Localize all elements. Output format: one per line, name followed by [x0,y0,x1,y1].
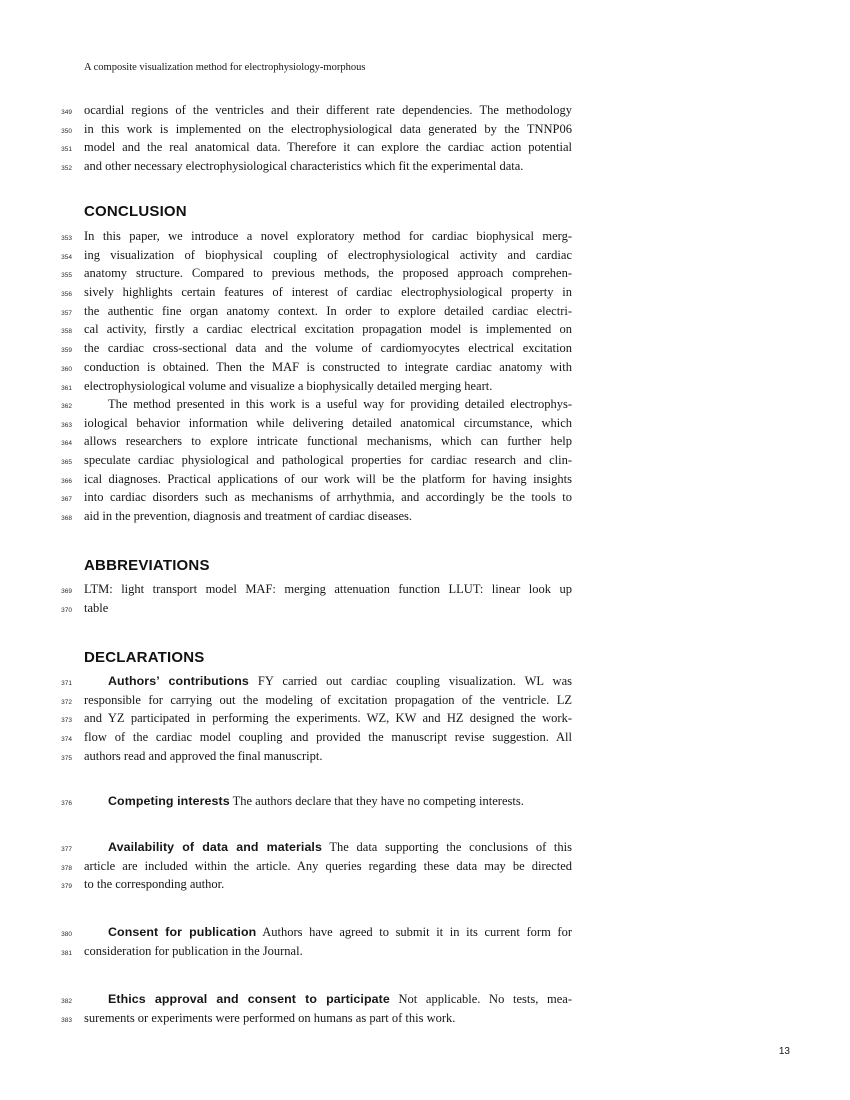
line-number: 360 [61,365,72,373]
line-number: 383 [61,1016,72,1024]
line-text: model and the real anatomical data. Therefore it can explore the cardiac action potential [84,140,572,155]
line-number: 353 [61,235,72,242]
line-text: ical diagnoses. Practical applications of our work will be the platform for having insights [84,471,572,486]
line-text: Ethics approval and consent to participate Not applicable. No tests, mea- [108,992,572,1006]
line-text: the cardiac cross-sectional data and the volume of cardiomyocytes electrical excitation [84,341,572,356]
line-text: electrophysiological volume and visualize a biophysically detailed merging heart. [84,378,493,393]
line-number: 355 [61,272,72,280]
line-text: table [84,600,109,615]
line-number: 372 [61,698,72,706]
line-number: 349 [61,109,72,116]
line-text: surements or experiments were performed on humans as part of this work. [84,1010,456,1025]
line-number: 354 [61,253,72,261]
line-number: 369 [61,588,72,595]
text-line [58,672,572,691]
page-number: 13 [778,1046,790,1057]
text-line [58,1009,572,1028]
line-text: Consent for publication Authors have agreed to submit it in its current form for [108,925,572,939]
line-number: 377 [61,846,72,853]
text-line [58,283,572,302]
line-number: 352 [61,165,72,173]
text-line [58,747,572,766]
line-number: 375 [61,754,72,762]
line-text: speculate cardiac physiological and pathological properties for cardiac research and clin- [84,453,572,468]
line-text: Competing interests The authors declare that they have no competing interests. [108,794,524,808]
text-line [58,264,572,283]
text-line [58,691,572,710]
text-line [58,580,572,599]
line-text: to the corresponding author. [84,877,225,892]
line-number: 373 [61,717,72,725]
text-line [58,942,572,961]
line-number: 378 [61,864,72,872]
paragraph-competing-interests [58,792,572,811]
line-number: 368 [61,515,72,523]
paragraph-conclusion-2 [58,395,572,526]
line-number: 356 [61,291,72,299]
runin-heading: Authors’ contributions [108,674,249,688]
line-text: sively highlights certain features of interest of cardiac electrophysiological property in [84,285,572,300]
text-line [58,857,572,876]
line-text: Availability of data and materials The data supporting the conclusions of this [108,840,572,854]
line-text: conduction is obtained. Then the MAF is constructed to integrate cardiac anatomy with [84,359,572,374]
text-line [58,470,572,489]
text-line [58,302,572,321]
text-line [58,101,572,120]
line-number: 381 [61,949,72,957]
paragraph-conclusion-1 [58,227,572,395]
runin-heading: Availability of data and materials [108,840,322,854]
text-line [58,358,572,377]
line-text: In this paper, we introduce a novel exploratory method for cardiac biophysical merg- [84,229,572,243]
line-text: and YZ participated in performing the experiments. WZ, KW and HZ designed the work- [84,711,572,726]
line-number: 357 [61,309,72,317]
text-line [58,451,572,470]
line-text: aid in the prevention, diagnosis and treatment of cardiac diseases. [84,509,413,524]
text-line [58,488,572,507]
line-number: 350 [61,127,72,135]
line-number: 370 [61,606,72,614]
text-line [58,395,572,414]
line-text: the authentic fine organ anatomy context. In order to explore detailed cardiac electri- [84,303,572,318]
line-text: authors read and approved the final manuscript. [84,748,323,763]
line-number: 374 [61,736,72,744]
line-text: The method presented in this work is a useful way for providing detailed electrophys- [108,397,572,411]
line-number: 351 [61,146,72,154]
section-heading-declarations: DECLARATIONS [84,649,205,666]
text-line [58,414,572,433]
line-number: 379 [61,883,72,891]
line-number: 361 [61,384,72,392]
line-text: flow of the cardiac model coupling and provided the manuscript revise suggestion. All [84,730,572,745]
line-number: 367 [61,496,72,504]
text-line [58,599,572,618]
line-number: 365 [61,459,72,467]
runin-heading: Ethics approval and consent to participate [108,992,390,1006]
runin-heading: Consent for publication [108,925,257,939]
paragraph-ethics-approval [58,990,572,1027]
line-number: 376 [61,800,72,807]
line-text: LTM: light transport model MAF: merging attenuation function LLUT: linear look up [84,582,572,596]
line-text: consideration for publication in the Journal. [84,943,303,958]
line-number: 362 [61,403,72,410]
line-number: 358 [61,328,72,336]
paragraph-abbreviations [58,580,572,617]
line-number: 380 [61,931,72,938]
line-text: Authors’ contributions FY carried out cardiac coupling visualization. WL was [108,674,572,688]
text-line [58,157,572,176]
text-line [58,923,572,942]
line-text: article are included within the article. Any queries regarding these data may be directed [84,858,572,873]
text-line [58,838,572,857]
line-number: 371 [61,680,72,687]
text-line [58,990,572,1009]
text-line [58,875,572,894]
line-text: into cardiac disorders such as mechanisms of arrhythmia, and accordingly be the tools to [84,490,572,505]
line-number: 359 [61,347,72,355]
line-number: 366 [61,477,72,485]
text-line [58,339,572,358]
running-header: A composite visualization method for electrophysiology-morphous [84,62,366,73]
line-text: responsible for carrying out the modeling of excitation propagation of the ventricle. LZ [84,692,572,707]
runin-heading: Competing interests [108,794,230,808]
text-line [58,507,572,526]
text-line [58,120,572,139]
section-heading-conclusion: CONCLUSION [84,203,187,220]
line-text: ocardial regions of the ventricles and their different rate dependencies. The methodology [84,103,572,117]
line-number: 364 [61,440,72,448]
paragraph-consent-publication [58,923,572,960]
line-text: in this work is implemented on the electrophysiological data generated by the TNNP06 [84,121,572,136]
text-line [58,792,572,811]
line-text: and other necessary electrophysiological characteristics which fit the experimental data. [84,159,524,174]
text-line [58,432,572,451]
text-line [58,320,572,339]
line-text: iological behavior information while delivering detailed anatomical circumstance, which [84,415,572,430]
text-line [58,138,572,157]
text-line [58,246,572,265]
text-line [58,227,572,246]
text-line [58,709,572,728]
line-text: anatomy structure. Compared to previous methods, the proposed approach comprehen- [84,266,572,281]
text-line [58,377,572,396]
section-heading-abbreviations: ABBREVIATIONS [84,557,210,574]
paragraph-intro [58,101,572,176]
line-number: 363 [61,421,72,429]
text-line [58,728,572,747]
line-text: ing visualization of biophysical coupling of electrophysiological activity and cardiac [84,247,572,262]
line-text: cal activity, firstly a cardiac electrical excitation propagation model is implemented on [84,322,572,337]
paragraph-authors-contributions [58,672,572,765]
line-text: allows researchers to explore intricate functional mechanisms, which can further help [84,434,572,449]
paragraph-availability [58,838,572,894]
line-number: 382 [61,998,72,1005]
